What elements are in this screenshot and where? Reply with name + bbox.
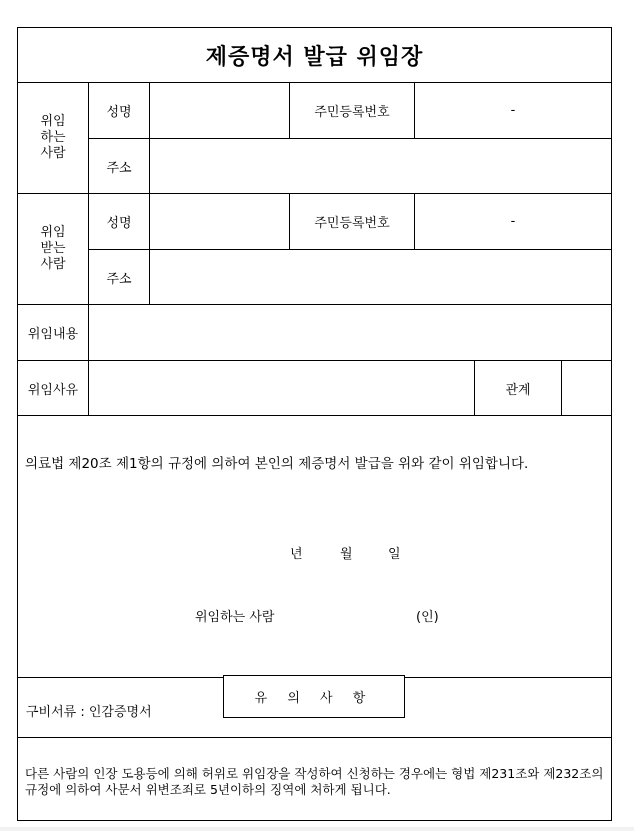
label-line: 하는 (40, 130, 66, 145)
warning-text: 다른 사람의 인장 도용등에 의해 허위로 위임장을 작성하여 신청하는 경우에는 형법 제231조와 제232조의 규정에 의하여 사문서 위변조죄로 5년이하의 징역에 처하게 됩니다. (25, 766, 604, 797)
content-label: 위임내용 (17, 304, 89, 361)
label-line: 위임 (40, 225, 66, 240)
label-line: 사람 (40, 257, 66, 272)
page-title: 제증명서 발급 위임장 (17, 27, 612, 83)
delegator-address-label: 주소 (88, 138, 150, 194)
reason-label: 위임사유 (17, 360, 89, 416)
delegatee-name-field[interactable] (149, 193, 290, 250)
delegatee-name-label: 성명 (88, 193, 150, 250)
content-field[interactable] (88, 304, 612, 361)
seal-mark: (인) (416, 610, 439, 625)
relation-field[interactable] (561, 360, 612, 416)
date-day: 일 (388, 547, 401, 562)
delegator-label (17, 82, 89, 194)
delegator-rrn-field[interactable]: - (414, 82, 612, 139)
page-bottom-edge (0, 827, 634, 831)
delegator-name-field[interactable] (149, 82, 290, 139)
date-year: 년 (290, 547, 303, 562)
statement-text: 의료법 제20조 제1항의 규정에 의하여 본인의 제증명서 발급을 위와 같이 위임합니다. (25, 456, 529, 472)
label-line: 사람 (40, 146, 66, 161)
signer-label: 위임하는 사람 (195, 610, 275, 625)
delegator-rrn-label: 주민등록번호 (289, 82, 415, 139)
reason-field[interactable] (88, 360, 475, 416)
delegatee-label (17, 193, 89, 305)
label-line: 받는 (40, 241, 66, 256)
delegatee-address-label: 주소 (88, 249, 150, 305)
delegatee-rrn-field[interactable]: - (414, 193, 612, 250)
notice-title: 유 의 사 항 (223, 675, 405, 718)
date-month: 월 (340, 547, 353, 562)
relation-label: 관계 (474, 360, 562, 416)
delegator-address-field[interactable] (149, 138, 612, 194)
documents-text: 구비서류 : 인감증명서 (26, 705, 152, 720)
delegator-name-label: 성명 (88, 82, 150, 139)
delegatee-rrn-label: 주민등록번호 (289, 193, 415, 250)
delegatee-address-field[interactable] (149, 249, 612, 305)
label-line: 위임 (40, 114, 66, 129)
